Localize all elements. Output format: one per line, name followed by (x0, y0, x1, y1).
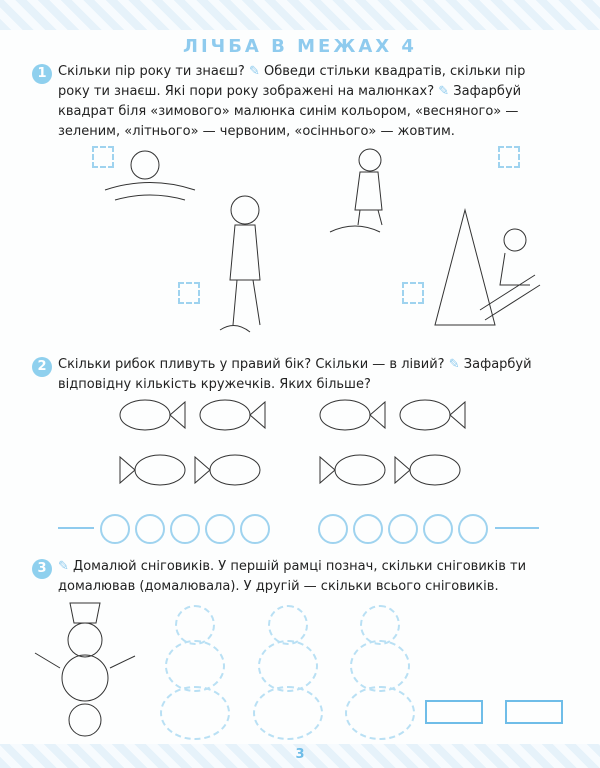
count-circle-left[interactable] (135, 514, 165, 544)
decorative-border-top (0, 0, 600, 30)
pencil-icon: ✎ (448, 357, 460, 372)
count-circle-right[interactable] (353, 514, 383, 544)
task-3-text (58, 557, 558, 597)
dashed-snowman-head[interactable] (175, 605, 215, 645)
right-fish-group (310, 390, 480, 500)
task-1-instruction: Обведи стільки квадратів, скільки пір року ти знаєш. Які пори року зображені на малюнках? (58, 64, 526, 99)
dashed-snowman-base[interactable] (253, 686, 323, 740)
spring-girl-illustration (205, 190, 285, 340)
task-number-1: 1 (32, 64, 52, 84)
pencil-icon: ✎ (58, 559, 69, 574)
count-circle-right[interactable] (458, 514, 488, 544)
task-2-text (58, 355, 558, 395)
task-2-question: Скільки рибок пливуть у правий бік? Скільки — в лівий? (58, 357, 445, 372)
task-number-3: 3 (32, 559, 52, 579)
page-title: ЛІЧБА В МЕЖАХ 4 (183, 36, 417, 57)
task-1-question: Скільки пір року ти знаєш? (58, 64, 245, 79)
summer-swimming-illustration (100, 140, 200, 220)
count-circle-right[interactable] (318, 514, 348, 544)
pencil-icon: ✎ (438, 84, 450, 99)
task-number-2: 2 (32, 357, 52, 377)
answer-box-total[interactable] (505, 700, 563, 724)
dashed-snowman-base[interactable] (160, 686, 230, 740)
task-2-instruction: Зафарбуй відповідну кількість кружечків. Яких більше? (58, 357, 532, 392)
count-circle-left[interactable] (100, 514, 130, 544)
count-circle-left[interactable] (240, 514, 270, 544)
snowman-illustration (30, 598, 140, 738)
page-number: 3 (295, 747, 305, 762)
task-3-instruction: Домалюй сніговиків. У першій рамці познач, скільки сніговиків ти домалював (домалювала). У другій — скільки всього сніговиків. (58, 559, 527, 594)
dashed-snowman-head[interactable] (268, 605, 308, 645)
left-arrow-icon (58, 527, 94, 529)
dashed-snowman-body[interactable] (165, 640, 225, 692)
dashed-snowman-body[interactable] (258, 640, 318, 692)
count-circle-left[interactable] (205, 514, 235, 544)
right-arrow-icon (495, 527, 539, 529)
season-square-spring[interactable] (178, 282, 200, 304)
left-fish-group (110, 390, 280, 500)
task-1-coloring: Зафарбуй квадрат біля «зимового» малюнка синім кольором, «весняного» — зеленим, «літнього» — червоним, «осіннього» — жовтим. (58, 84, 522, 139)
dashed-snowman-base[interactable] (345, 686, 415, 740)
autumn-boy-illustration (320, 140, 410, 240)
count-circle-right[interactable] (388, 514, 418, 544)
season-square-autumn[interactable] (498, 146, 520, 168)
pencil-icon: ✎ (248, 64, 260, 79)
dashed-snowman-head[interactable] (360, 605, 400, 645)
count-circle-right[interactable] (423, 514, 453, 544)
winter-sled-illustration (420, 205, 550, 345)
task-1-text (58, 62, 558, 142)
dashed-snowman-body[interactable] (350, 640, 410, 692)
answer-box-drawn[interactable] (425, 700, 483, 724)
count-circle-left[interactable] (170, 514, 200, 544)
